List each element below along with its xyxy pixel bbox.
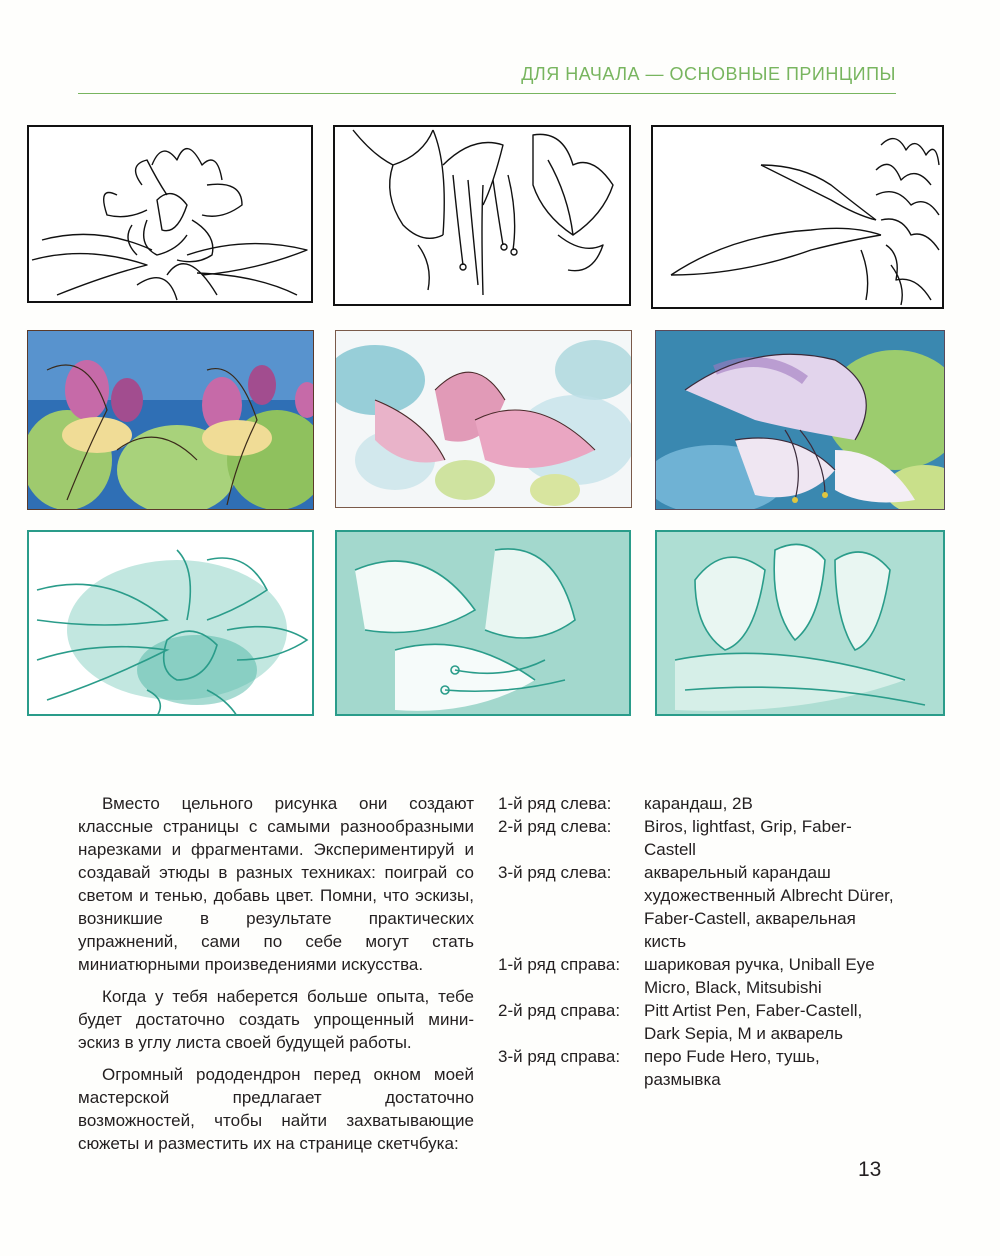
sketch-pen-blossom-stamens <box>333 125 631 306</box>
legend-value: Pitt Artist Pen, Faber-Castell, Dark Sepia, M и акварель <box>644 1001 863 1043</box>
legend-key: 3-й ряд справа: <box>498 1047 621 1066</box>
legend-value: Biros, lightfast, Grip, Faber-Castell <box>644 817 852 859</box>
legend-row <box>498 999 898 1045</box>
legend-key: 2-й ряд слева: <box>498 817 612 836</box>
legend-value: перо Fude Hero, тушь, размывка <box>644 1047 820 1089</box>
body-text <box>78 792 474 1164</box>
legend-key: 3-й ряд слева: <box>498 863 612 882</box>
legend-row <box>498 861 898 953</box>
page-number: 13 <box>858 1158 882 1181</box>
running-header: ДЛЯ НАЧАЛА — ОСНОВНЫЕ ПРИНЦИПЫ <box>521 64 896 84</box>
paragraph-2: Когда у тебя наберется больше опыта, тебе будет достаточно создать упрощенный мини-эскиз в углу листа своей будущей работы. <box>78 987 474 1052</box>
legend-row <box>498 1045 898 1091</box>
legend-key: 2-й ряд справа: <box>498 1001 621 1020</box>
legend-row <box>498 815 898 861</box>
materials-legend <box>498 792 898 1091</box>
header-rule <box>78 93 896 94</box>
sketch-pen-bud-leaves <box>651 125 944 309</box>
sketch-pencil-rhododendron <box>27 125 313 303</box>
legend-key: 1-й ряд справа: <box>498 955 621 974</box>
teal-ink-rhododendron <box>27 530 314 716</box>
legend-row <box>498 953 898 999</box>
paragraph-1: Вместо цельного рисунка они создают классные страницы с самыми разнообразными нарезками и фрагментами. Экспериментируй и создавай этюды в разных техниках: поиграй со светом и тенью, добавь цвет. Помни, что эскизы, возникшие в результате практических упражнений, сами по себе могут стать миниатюрными произведениями искусства. <box>78 794 474 974</box>
teal-ink-lily-closeup <box>335 530 631 716</box>
legend-value: акварельный карандаш художественный Albrecht Dürer, Faber-Castell, акварельная кисть <box>644 863 894 951</box>
legend-key: 1-й ряд слева: <box>498 794 612 813</box>
paragraph-3: Огромный рододендрон перед окном моей мастерской предлагает достаточно возможностей, чтобы найти захватывающие сюжеты и разместить их на странице скетчбука: <box>78 1065 474 1153</box>
legend-value: шариковая ручка, Uniball Eye Micro, Black, Mitsubishi <box>644 955 875 997</box>
legend-row <box>498 792 898 815</box>
watercolor-purple-flower <box>655 330 945 510</box>
teal-ink-buds-closeup <box>655 530 945 716</box>
legend-value: карандаш, 2B <box>644 794 753 813</box>
watercolor-pink-blossom <box>335 330 632 508</box>
watercolor-buds-row <box>27 330 314 510</box>
